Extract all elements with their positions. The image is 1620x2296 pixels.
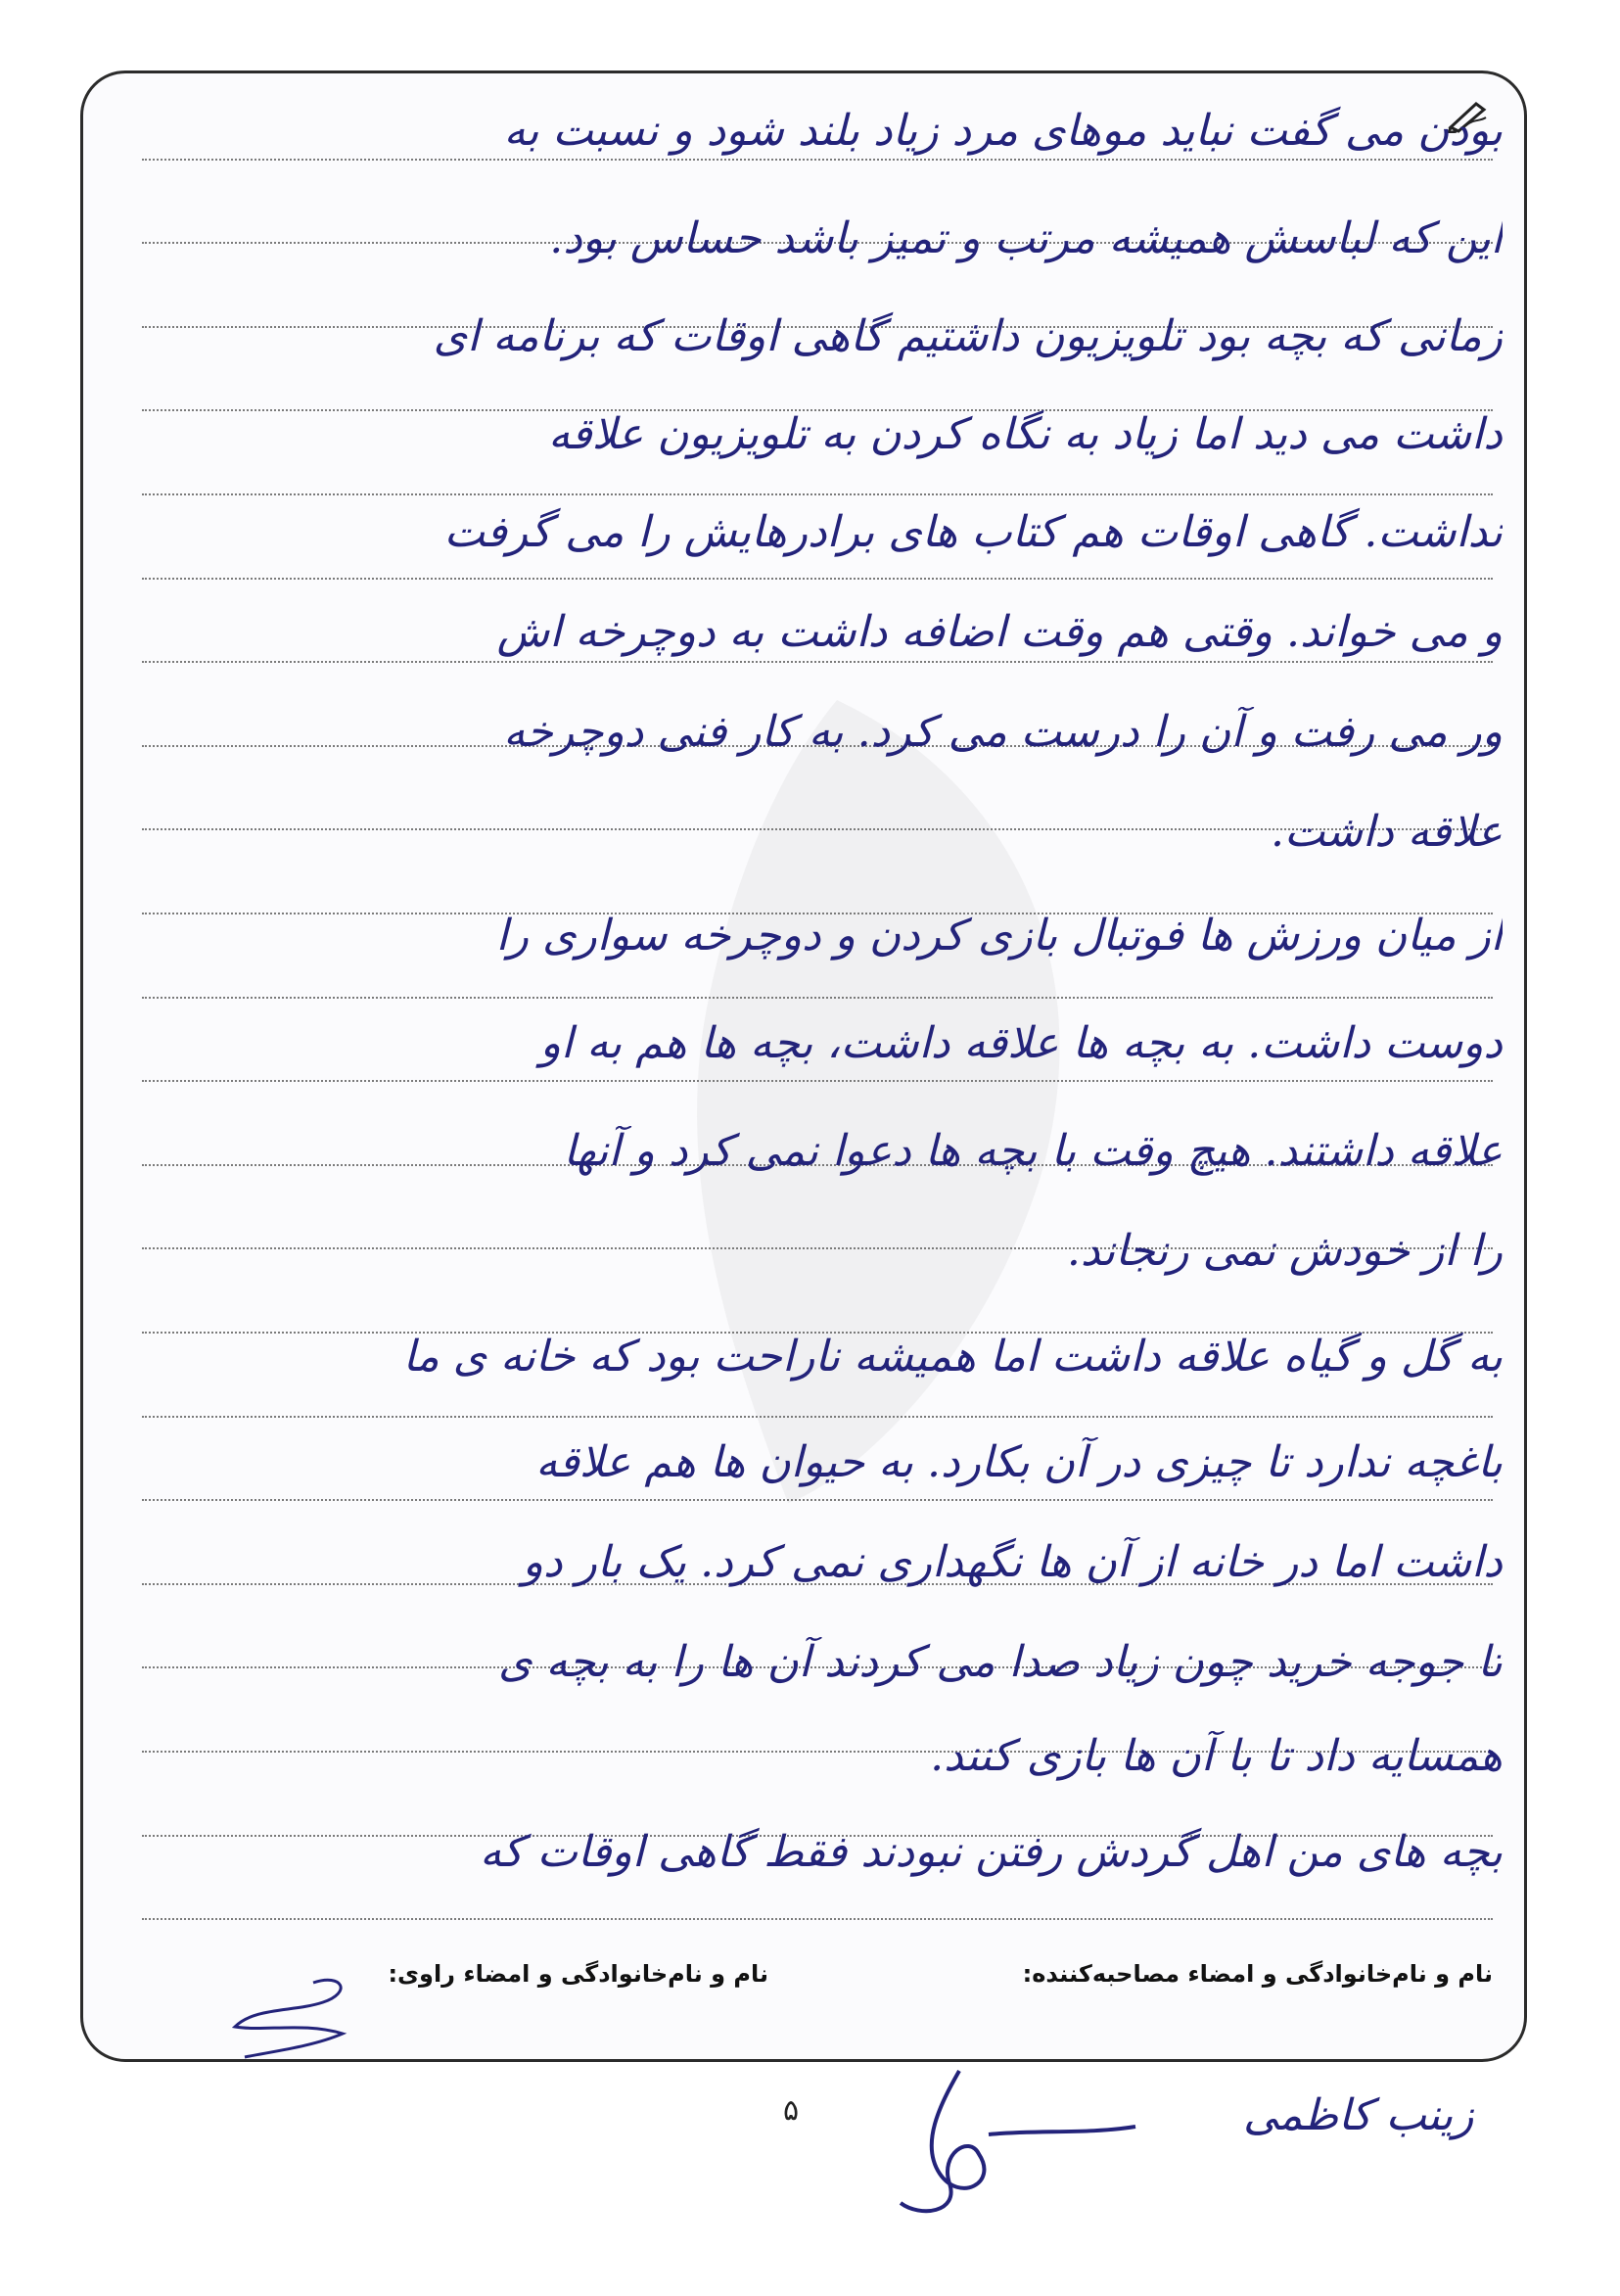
ruled-line: [142, 1499, 1493, 1501]
interviewer-signature-label: نام و نام‌خانوادگی و امضاء مصاحبه‌کننده:: [1022, 1960, 1493, 1988]
ruled-line: [142, 578, 1493, 580]
handwritten-line: ور می رفت و آن را درست می کرد. به کار فنی دوچرخه: [503, 707, 1503, 757]
handwritten-line: از میان ورزش ها فوتبال بازی کردن و دوچرخه سواری را: [495, 911, 1503, 961]
interviewer-signature: [881, 2066, 1214, 2223]
handwritten-line: همسایه داد تا با آن ها بازی کنند.: [930, 1731, 1503, 1781]
handwritten-line: این که لباسش همیشه مرتب و تمیز باشد حساس بود.: [549, 213, 1503, 263]
ruled-line: [142, 1918, 1493, 1920]
handwritten-line: تا جوجه خرید چون زیاد صدا می کردند آن ها را به بچه ی: [498, 1637, 1503, 1687]
page-number: ۵: [783, 2093, 800, 2128]
handwritten-line: باغچه ندارد تا چیزی در آن بکارد. به حیوان ها هم علاقه: [535, 1437, 1503, 1487]
handwritten-line: داشت می دید اما زیاد به نگاه کردن به تلویزیون علاقه: [548, 409, 1503, 459]
handwritten-line: علاقه داشت.: [1271, 807, 1503, 857]
handwritten-line: به گل و گیاه علاقه داشت اما همیشه ناراحت بود که خانه ی ما: [402, 1332, 1503, 1382]
handwritten-line: را از خودش نمی رنجاند.: [1066, 1226, 1503, 1276]
ruled-line: [142, 661, 1493, 663]
ruled-line: [142, 1416, 1493, 1418]
ruled-line: [142, 159, 1493, 161]
ruled-line: [142, 997, 1493, 999]
narrator-signature: [196, 1973, 372, 2061]
handwritten-signature-name: زینب کاظمی: [1243, 2090, 1474, 2140]
handwritten-line: داشت اما در خانه از آن ها نگهداری نمی کرد. یک بار دو: [522, 1537, 1503, 1587]
handwritten-line: و می خواند. وقتی هم وقت اضافه داشت به دوچرخه اش: [496, 607, 1503, 657]
handwritten-line: زمانی که بچه بود تلویزیون داشتیم گاهی اوقات که برنامه ای: [433, 311, 1503, 361]
handwritten-line: علاقه داشتند. هیچ وقت با بچه ها دعوا نمی کرد و آنها: [563, 1126, 1503, 1176]
handwritten-line: دوست داشت. به بچه ها علاقه داشت، بچه ها هم به او: [539, 1018, 1503, 1068]
watermark-emblem: [494, 661, 1180, 1542]
handwritten-line: نداشت. گاهی اوقات هم کتاب های برادرهایش را می گرفت: [443, 507, 1503, 557]
handwritten-line: بچه های من اهل گردش رفتن نبودند فقط گاهی اوقات که: [480, 1827, 1503, 1877]
ruled-line: [142, 1080, 1493, 1082]
narrator-signature-label: نام و نام‌خانوادگی و امضاء راوی:: [388, 1960, 768, 1988]
handwritten-line: بودن می گفت نباید موهای مرد زیاد بلند شود و نسبت به: [503, 106, 1503, 156]
ruled-line: [142, 493, 1493, 495]
